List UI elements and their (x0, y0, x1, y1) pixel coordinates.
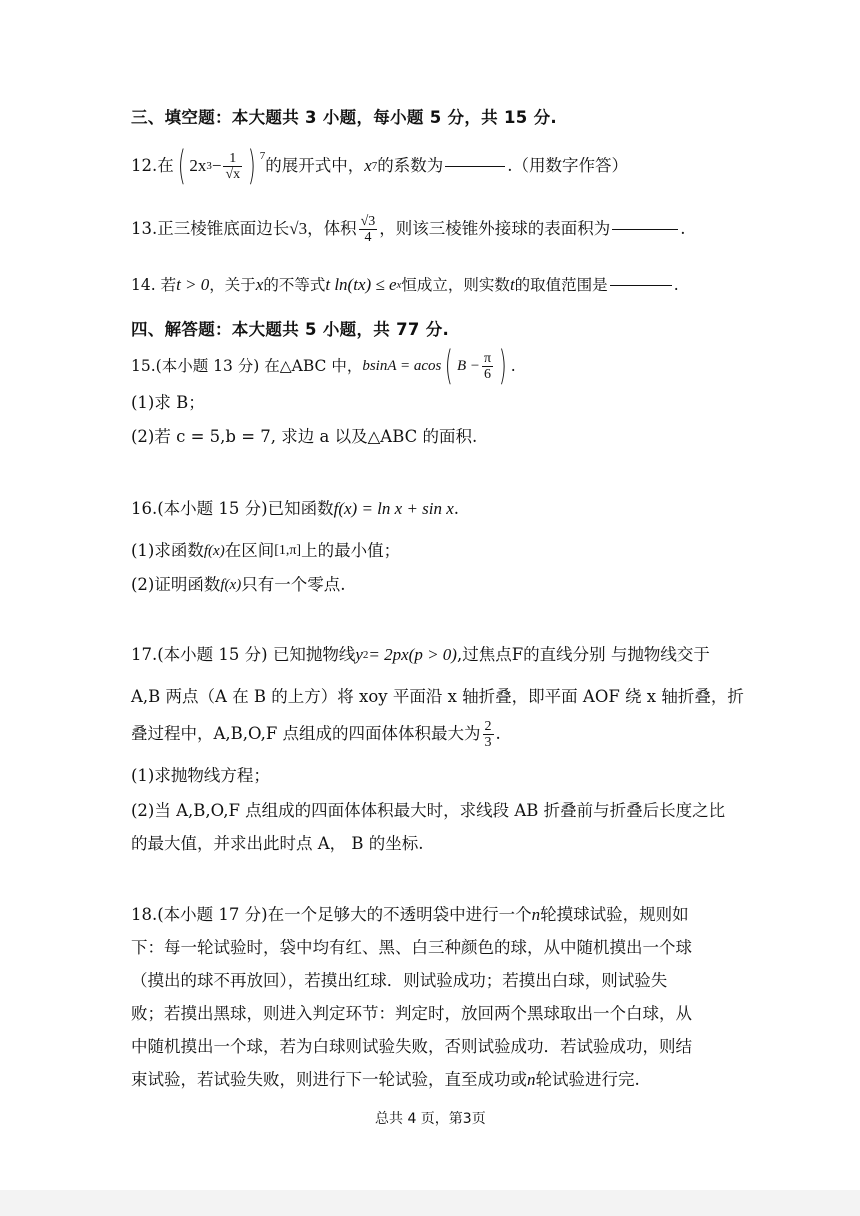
q17-line2: A,B 两点（A 在 B 的上方）将 xoy 平面沿 x 轴折叠，即平面 AOF 绕 x 轴折叠，折 (131, 687, 744, 706)
q14-var-t: t (509, 275, 515, 294)
q12-text1: 的展开式中， (265, 156, 365, 175)
q13-end: . (680, 219, 686, 238)
q16-p2-text-b: 只有一个零点. (241, 575, 346, 594)
q15-six: 6 (484, 366, 492, 382)
q17-frac-num: 2 (484, 718, 492, 734)
q13-volume-fraction (359, 214, 378, 245)
bottom-margin-band (0, 1190, 860, 1216)
q18-line1-text-b: 轮摸球试验，规则如 (540, 905, 689, 924)
q14-text3: 的不等式 (263, 276, 326, 294)
q12-fraction (223, 151, 242, 182)
q16-function: f(x) = ln x + sin x (333, 499, 454, 518)
q14-text2: ，关于 (209, 276, 256, 294)
q18-line6-text-a: 束试验，若试验失败，则进行下一轮试验，直至成功或 (131, 1070, 527, 1089)
q14-answer-blank (610, 284, 672, 286)
q18-line2: 下：每一轮试验时，袋中均有红、黑、白三种颜色的球，从中随机摸出一个球 (131, 938, 692, 957)
q13-vol-den: 4 (364, 229, 372, 245)
q13-side: √3 (289, 219, 308, 238)
question-13 (131, 208, 686, 250)
q16-p1-interval: [1,π] (274, 543, 302, 558)
q16-end: . (453, 499, 460, 518)
question-17: 17.(本小题 15 分) 已知抛物线 y 2 = 2px(p > 0) ,过焦点F的直线分别 与抛物线交于 (131, 645, 710, 664)
q17-eq-rhs: = 2px(p > 0) (368, 645, 457, 664)
q18-line1-n: n (531, 905, 541, 924)
q18-line1-text-a: 18.(本小题 17 分)在一个足够大的不透明袋中进行一个 (131, 905, 532, 924)
q18-line6 (131, 1069, 640, 1091)
q16-p1-text-b: 在区间 (224, 541, 275, 560)
q17-line3-text: 叠过程中，A,B,O,F 点组成的四面体体积最大为 (131, 724, 481, 743)
q15-pi-fraction (482, 351, 493, 382)
q15-equation-lhs: bsinA = acos (362, 358, 442, 374)
q16-head: 16.(本小题 15 分)已知函数 (131, 499, 334, 518)
q17-line3-end: . (495, 724, 501, 743)
q14-var: x (255, 275, 264, 294)
q14-cond: t > 0 (176, 275, 210, 294)
question-14: 14. 若 t > 0 ，关于 x 的不等式 t ln(tx) ≤ e x 恒成立，则实数 t 的取值范围是 . (131, 275, 679, 294)
page-footer: 总共 4 页，第3页 (375, 1111, 486, 1127)
q12-frac-num: 1 (223, 151, 242, 167)
q13-text2: ，体积 (307, 219, 357, 238)
question-15: 15.(本小题 13 分) 在△ABC 中， bsinA = acos ( B − $\frac{\pi}{6}$ ) . (131, 343, 516, 389)
q14-end: . (673, 276, 679, 294)
q16-p1-text-a: (1)求函数 (131, 541, 204, 560)
q12-number: 12.在 (131, 156, 174, 175)
q16-p1-f: f(x) (203, 543, 225, 559)
q13-text3: ，则该三棱锥外接球的表面积为 (379, 219, 611, 238)
q14-text1: 14. 若 (131, 276, 177, 294)
q17-part-2-line2: 的最大值，并求出此时点 A， B 的坐标. (131, 834, 424, 853)
q18-line5: 中随机摸出一个球，若为白球则试验失败，否则试验成功．若试验成功，则结 (131, 1037, 692, 1056)
q12-coef: 2x (189, 156, 207, 175)
q18-line6-text-b: 轮试验进行完. (535, 1070, 640, 1089)
q17-volume-fraction (483, 719, 494, 750)
q16-part-1 (131, 540, 400, 562)
q17-line1-text-b: ,过焦点F的直线分别 与抛物线交于 (456, 645, 710, 664)
q14-text5: 的取值范围是 (514, 276, 608, 294)
q16-p2-f: f(x) (220, 577, 242, 593)
q17-frac-den: 3 (484, 734, 492, 750)
q17-part-2-line1: (2)当 A,B,O,F 点组成的四面体体积最大时，求线段 AB 折叠前与折叠后长度之比 (131, 801, 726, 820)
question-12: 12.在 ( 2x 3 − $\frac{1}{√x}$ ) 7 的展开式中， x 7 的系数为 .（用数字作答） (131, 143, 629, 189)
question-18 (131, 904, 689, 926)
q15-end: . (510, 357, 516, 375)
q13-vol-num: √3 (360, 213, 376, 229)
q15-equation-inner: B − (456, 358, 480, 374)
q12-minus: − (211, 156, 222, 175)
q17-line3 (131, 714, 501, 754)
q12-frac-den: √x (225, 166, 241, 182)
q17-part-1: (1)求抛物线方程； (131, 766, 270, 785)
q15-pi: π (484, 350, 492, 366)
q18-line6-n: n (527, 1070, 536, 1089)
section-4-heading: 四、解答题：本大题共 5 小题，共 77 分. (131, 320, 450, 339)
q16-p1-text-c: 上的最小值； (301, 541, 401, 560)
q13-answer-blank (612, 228, 678, 230)
q12-x7: x (364, 156, 372, 175)
q15-head: 15.(本小题 13 分) 在△ABC 中， (131, 357, 363, 375)
q17-line1-text-a: 17.(本小题 15 分) 已知抛物线 (131, 645, 356, 664)
q18-line4: 败；若摸出黑球，则进入判定环节：判定时，放回两个黑球取出一个白球，从 (131, 1004, 692, 1023)
q12-text3: .（用数字作答） (507, 156, 629, 175)
q16-p2-text-a: (2)证明函数 (131, 575, 221, 594)
q13-text1: 13.正三棱锥底面边长 (131, 219, 290, 238)
q15-part-1: (1)求 B； (131, 393, 205, 412)
q12-answer-blank (445, 165, 505, 167)
q18-line3: （摸出的球不再放回），若摸出红球．则试验成功；若摸出白球，则试验失 (131, 971, 668, 990)
question-16 (131, 498, 459, 520)
q16-part-2 (131, 574, 345, 596)
q15-part-2: (2)若 c = 5,b = 7, 求边 a 以及△ABC 的面积. (131, 427, 478, 446)
q14-inequality: t ln(tx) ≤ e (325, 275, 397, 294)
section-3-heading: 三、填空题：本大题共 3 小题，每小题 5 分，共 15 分. (131, 108, 557, 127)
q14-text4: 恒成立，则实数 (401, 276, 510, 294)
q12-text2: 的系数为 (377, 156, 444, 175)
q17-eq-y: y (355, 645, 363, 664)
